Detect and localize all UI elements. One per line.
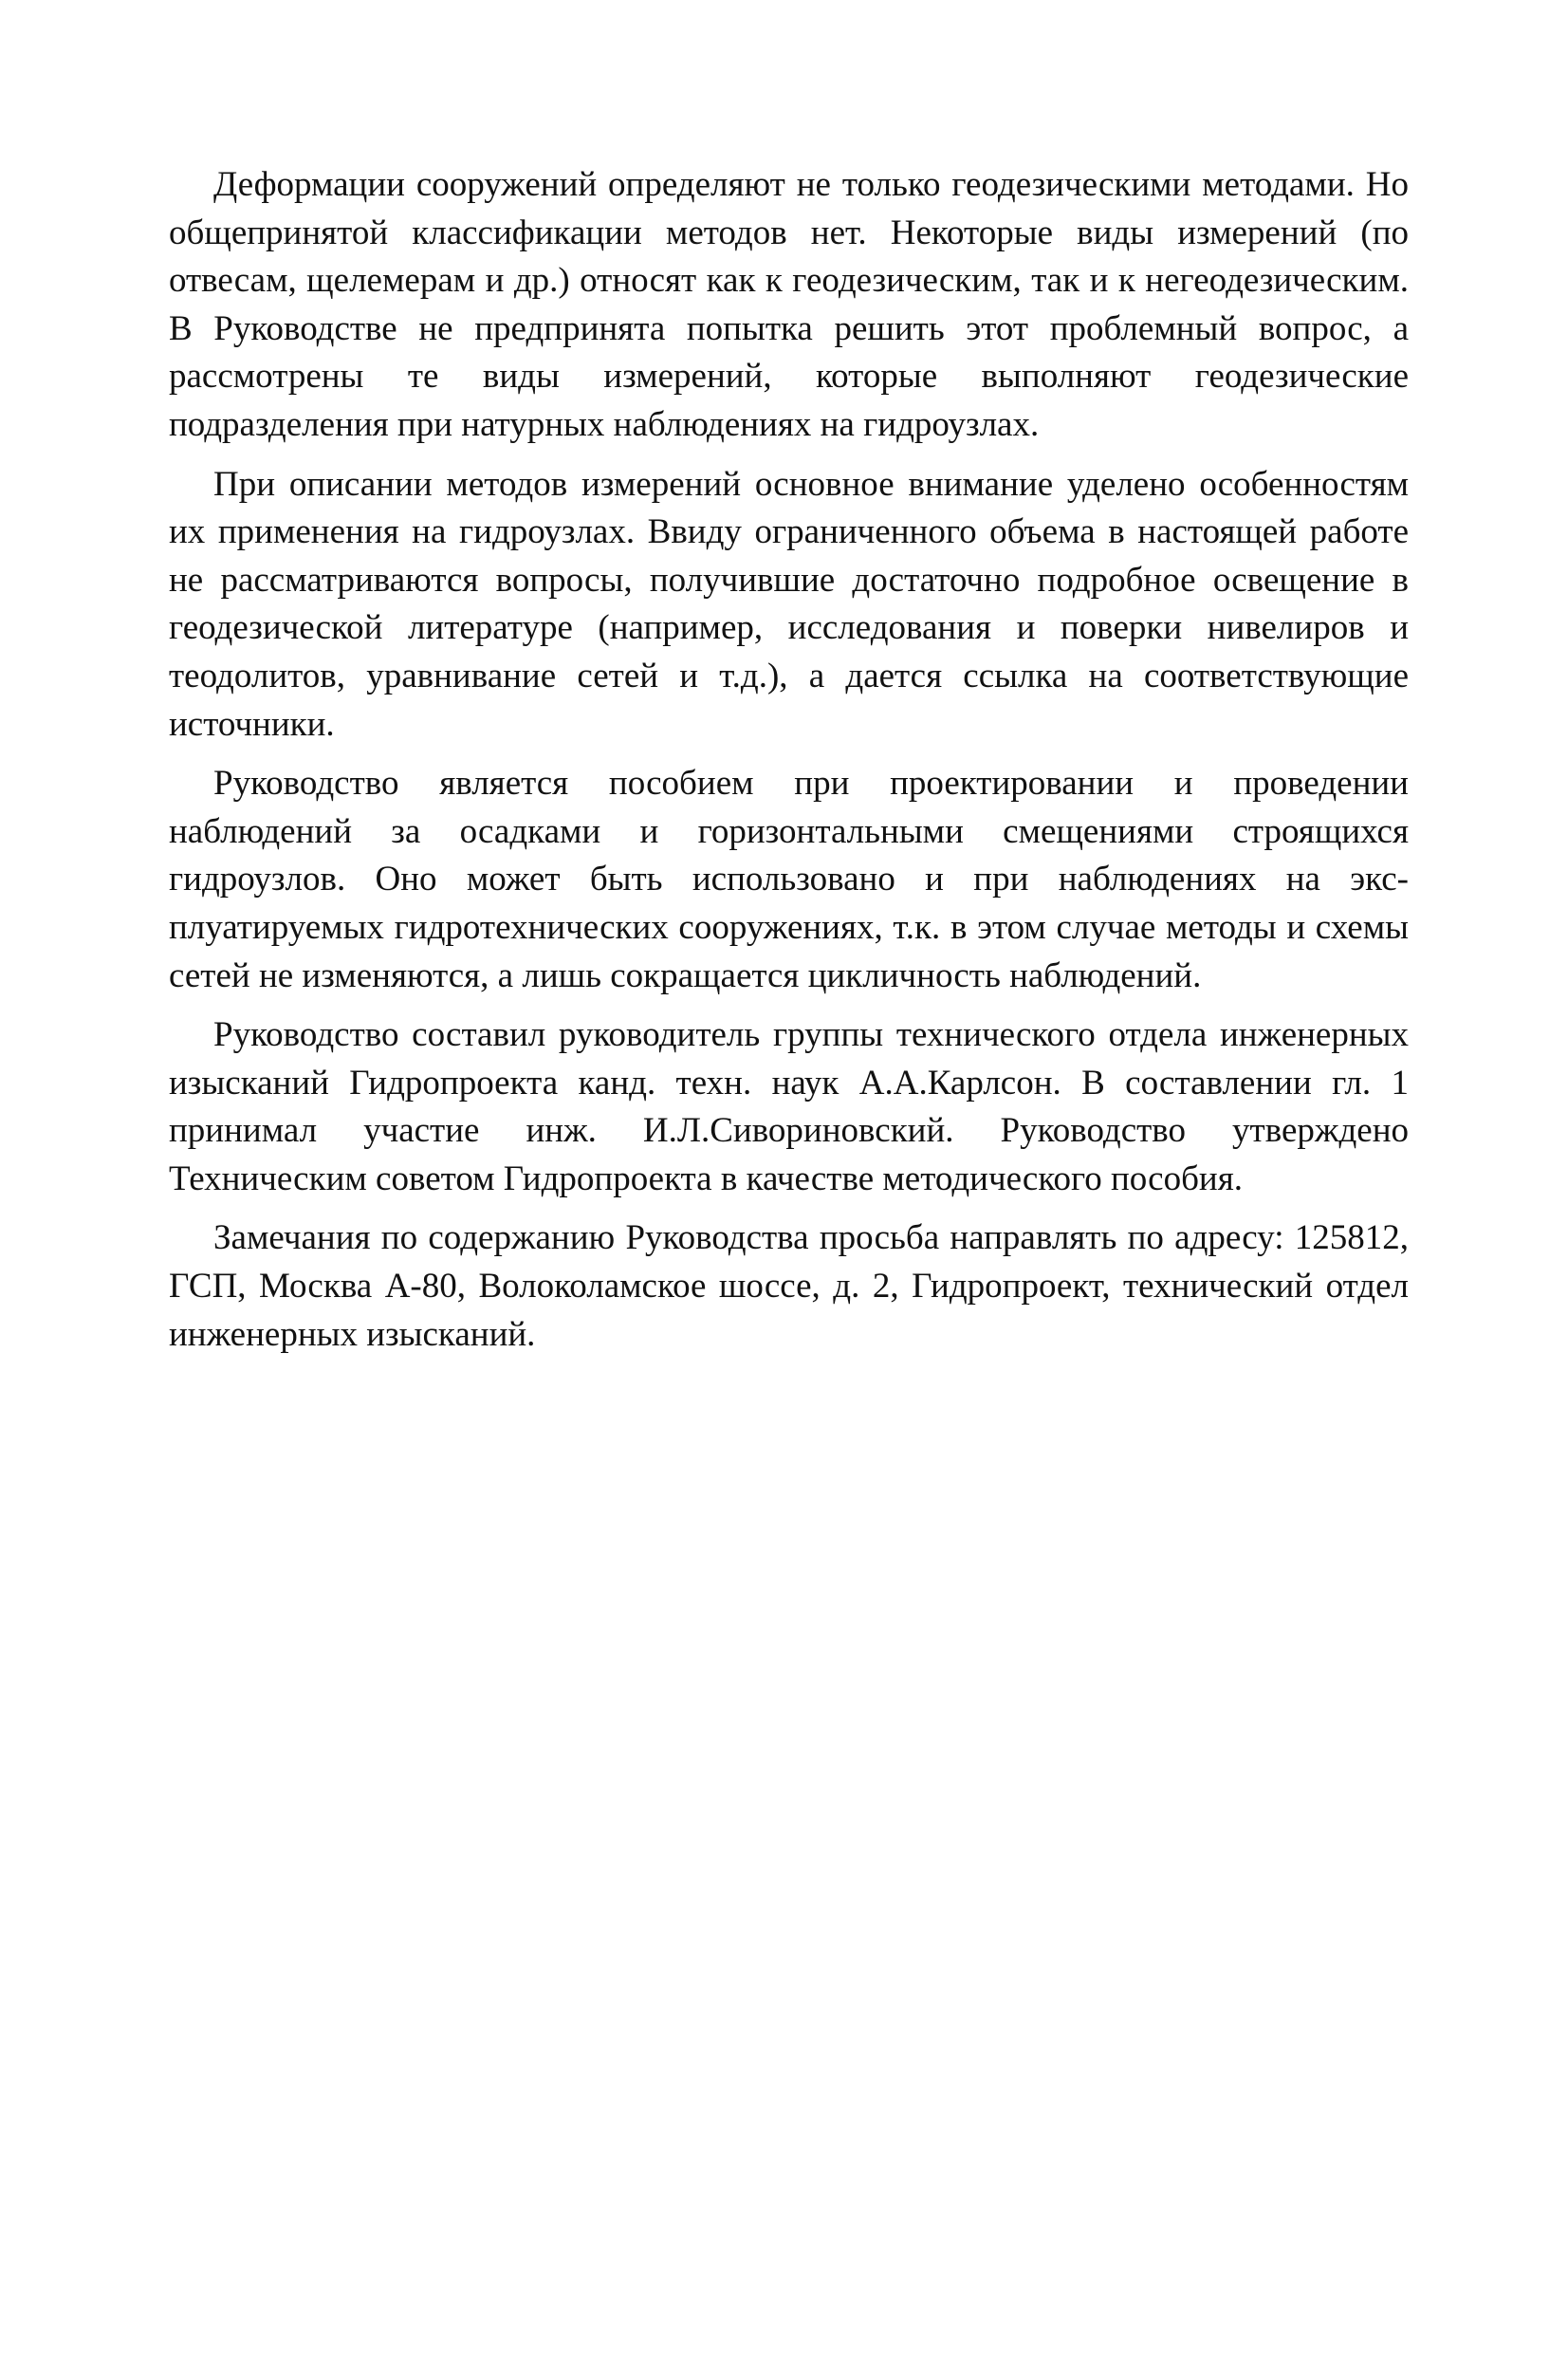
paragraph-guide-purpose: Руководство является пособием при проектировании и проведении наблюдений за осадками и горизонтальными смещениями строящихся гидроузлов. Оно может быть использовано и при наблюдениях на эксплуатируемых гидротехнических сооружениях, т.к. в этом случае методы и схемы сетей не изменяются, а лишь сокращается цикличность наблюдений. <box>169 764 1409 995</box>
paragraph-methods-scope: Деформации сооружений определяют не только геодезическими методами. Но общепринятой классификации методов нет. Некоторые виды измерений (по отвесам, щелемерам и др.) относят как к геодезическим, так и к негеодезическим. В Руководстве не предпринята попытка решить этот проблемный вопрос, а рассмотрены те виды измерений, которые выполняют геодезические подразделения при натурных наблюдениях на гидроузлах. <box>169 165 1409 444</box>
paragraph-application-features: При описании методов измерений основное внимание уделено особенностям их применения на гидроузлах. Ввиду ограниченного объема в настоящей работе не рассматриваются вопросы, получившие достаточно подробное освещение в геодезической литературе (например, исследования и поверки нивелиров и теодолитов, уравнивание сетей и т.д.), а дается ссылка на соответствующие источники. <box>169 464 1409 744</box>
paragraph-authorship: Руководство составил руководитель группы технического отдела инженерных изысканий Гидропроекта канд. техн. наук А.А.Карлсон. В составлении гл. 1 принимал участие инж. И.Л.Сивориновский. Руководство утверждено Техническим советом Гидропроекта в качестве методического пособия. <box>169 1015 1409 1198</box>
document-page <box>169 161 1409 1370</box>
paragraph-feedback-address: Замечания по содержанию Руководства просьба направлять по адресу: 125812, ГСП, Москва А-80, Волоколамское шоссе, д. 2, Гидропроект, технический отдел инженерных изысканий. <box>169 1218 1409 1354</box>
